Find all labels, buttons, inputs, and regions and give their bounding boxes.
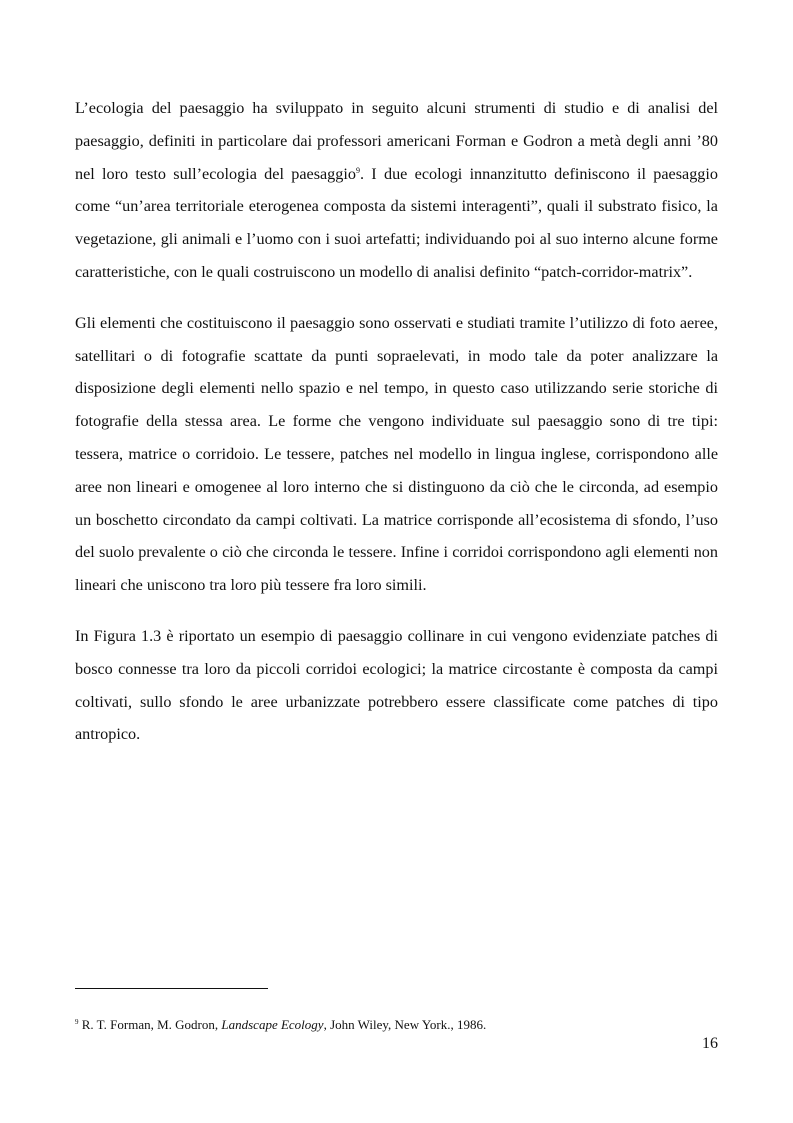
- paragraph-2: Gli elementi che costituiscono il paesaggio sono osservati e studiati tramite l’utilizzo di foto aeree, satellitari o di fotografie scattate da punti sopraelevati, in modo tale da poter analizzare la disposizione degli elementi nello spazio e nel tempo, in questo caso utilizzando serie storiche di fotografie della stessa area. Le forme che vengono individuate sul paesaggio sono di tre tipi: tessera, matrice o corridoio. Le tessere, patches nel modello in lingua inglese, corrispondono alle aree non lineari e omogenee al loro interno che si distinguono da ciò che le circonda, ad esempio un boschetto circondato da campi coltivati. La matrice corrisponde all’ecosistema di sfondo, l’uso del suolo prevalente o ciò che circonda le tessere. Infine i corridoi corrispondono agli elementi non lineari che uniscono tra loro più tessere fra loro simili.: [75, 313, 718, 595]
- paragraph-1-text-a: L’ecologia del paesaggio ha sviluppato in seguito alcuni strumenti di studio e di analisi del paesaggio, definiti in particolare dai professori americani Forman e Godron a metà degli anni ’80 nel loro testo sull’ecologia del paesaggio: [75, 99, 718, 183]
- paragraph-1-text-b: . I due ecologi innanzitutto definiscono il paesaggio come “un’area territoriale eterogenea composta da sistemi interagenti”, quali il substrato fisico, la vegetazione, gli animali e l’uomo con i suoi artefatti; individuando poi al suo interno alcune forme caratteristiche, con le quali costruiscono un modello di analisi definito “patch-corridor-matrix”.: [75, 164, 718, 281]
- footnote: [75, 1016, 486, 1034]
- footnote-number: 9: [75, 1018, 79, 1026]
- paragraph-3: In Figura 1.3 è riportato un esempio di paesaggio collinare in cui vengono evidenziate patches di bosco connesse tra loro da piccoli corridoi ecologici; la matrice circostante è composta da campi coltivati, sullo sfondo le aree urbanizzate potrebbero essere classificate come patches di tipo antropico.: [75, 626, 718, 744]
- body-text: [75, 92, 718, 769]
- page-number: 16: [702, 1035, 718, 1052]
- paragraph-1: [75, 92, 718, 289]
- footnote-separator: [75, 988, 268, 989]
- footnote-publication: , John Wiley, New York., 1986.: [323, 1017, 487, 1032]
- footnote-reference[interactable]: 9: [355, 165, 360, 175]
- footnote-title: Landscape Ecology: [221, 1017, 324, 1032]
- footnote-authors: R. T. Forman, M. Godron,: [78, 1017, 222, 1032]
